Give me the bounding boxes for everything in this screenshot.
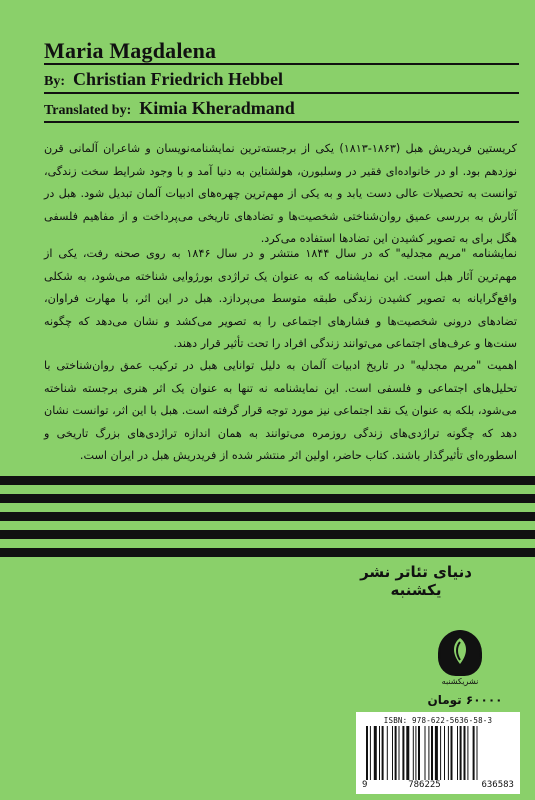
barcode-bar <box>440 726 441 780</box>
barcode-bar <box>418 726 420 780</box>
barcode-bar <box>467 726 468 780</box>
publisher-logo-label: نشریکشنبه <box>441 677 479 686</box>
isbn-text: ISBN: 978-622-5636-58-3 <box>383 716 493 725</box>
barcode-digits <box>358 780 518 790</box>
translator-line <box>44 98 295 119</box>
stripe <box>0 476 535 485</box>
stripe <box>0 548 535 557</box>
stripe <box>0 512 535 521</box>
publisher-series: دنیای تئاتر نشر یکشنبه <box>360 563 472 599</box>
barcode-bar <box>460 726 462 780</box>
barcode-bar <box>399 726 400 780</box>
barcode-bar <box>406 726 409 780</box>
barcode-bar <box>379 726 380 780</box>
publisher-logo-icon <box>438 630 482 676</box>
author-label: By: <box>44 74 65 89</box>
barcode-bar <box>395 726 397 780</box>
barcode-bar <box>387 726 388 780</box>
barcode-bar <box>415 726 416 780</box>
price: ۶۰۰۰۰ تومان <box>427 693 503 707</box>
barcode-bar <box>366 726 368 780</box>
author-line <box>44 69 283 90</box>
divider <box>44 63 519 65</box>
barcode-bar <box>382 726 384 780</box>
barcode-bar <box>473 726 475 780</box>
barcode-bar <box>370 726 371 780</box>
translator-label: Translated by: <box>44 103 132 118</box>
barcode-bar <box>444 726 445 780</box>
barcode-bar <box>464 726 466 780</box>
barcode-bar <box>451 726 453 780</box>
barcode <box>356 712 520 794</box>
stripe <box>0 530 535 539</box>
barcode-bar <box>457 726 458 780</box>
barcode-bars <box>364 726 512 780</box>
barcode-bar <box>413 726 414 780</box>
barcode-bar <box>431 726 433 780</box>
barcode-bar <box>402 726 404 780</box>
barcode-digit-group: 9 <box>362 780 368 790</box>
divider <box>44 121 519 123</box>
barcode-digit-group: 786225 <box>408 780 441 790</box>
barcode-bar <box>392 726 393 780</box>
translator-name: Kimia Kheradmand <box>139 98 295 118</box>
barcode-bar <box>428 726 429 780</box>
stripe <box>0 494 535 503</box>
barcode-bar <box>374 726 377 780</box>
description-paragraph-2: نمایشنامه "مریم مجدلیه" که در سال ۱۸۴۴ منتشر و در سال ۱۸۴۶ به روی صحنه رفت، یکی از مهم‌ترین آثار هبل است. این نمایشنامه که به عنوان یک تراژدی بورژوایی شناخته می‌شود، به شکلی واقع‌گرایانه به تصویر کشیدن زندگی طبقه متوسط می‌پردازد. هبل در این اثر، با مهارت فراوان، تضادهای درونی شخصیت‌ها و فشارهای اجتماعی را به تصویر می‌کشد و نشان می‌دهد که چگونه سنت‌ها و عرف‌های اجتماعی می‌توانند زندگی افراد را تحت تأثیر قرار دهند. <box>44 247 517 351</box>
author-name: Christian Friedrich Hebbel <box>73 69 283 89</box>
divider <box>44 92 519 94</box>
book-title: Maria Magdalena <box>44 38 217 63</box>
barcode-bar <box>425 726 426 780</box>
barcode-bar <box>448 726 449 780</box>
barcode-bar <box>477 726 478 780</box>
description-paragraph-1: کریستین فریدریش هبل (۱۸۶۳-۱۸۱۳) یکی از برجسته‌ترین نمایشنامه‌نویسان و شاعران آلمانی قرن نوزدهم بود. او در خانواده‌ای فقیر در وسلبورن، هولشتاین به دنیا آمد و با وجود شرایط سخت زندگی، توانست به تحصیلات عالی دست یابد و به یکی از مهم‌ترین چهره‌های ادبیات آلمان تبدیل شود. هبل در آثارش به بررسی عمیق روان‌شناختی شخصیت‌ها و تضادهای تاریخی می‌پرداخت و از مفاهیم فلسفی هگل برای به تصویر کشیدن این تضادها استفاده می‌کرد. <box>44 142 517 246</box>
description-paragraph-3: اهمیت "مریم مجدلیه" در تاریخ ادبیات آلمان به دلیل توانایی هبل در ترکیب عمق روان‌شناختی با تحلیل‌های اجتماعی و فلسفی است. این نمایشنامه نه تنها به عنوان یک اثر هنری برجسته شناخته می‌شود، بلکه به عنوان یک نقد اجتماعی نیز مورد توجه قرار گرفته است. هبل با این اثر، توانست نشان دهد که چگونه تراژدی‌های زندگی روزمره می‌توانند به همان اندازه تراژدی‌های بزرگ تاریخی و اسطوره‌ای تأثیرگذار باشند. کتاب حاضر، اولین اثر منتشر شده از فریدریش هبل در ایران است. <box>44 359 517 463</box>
barcode-digit-group: 636583 <box>481 780 514 790</box>
barcode-bar <box>435 726 438 780</box>
